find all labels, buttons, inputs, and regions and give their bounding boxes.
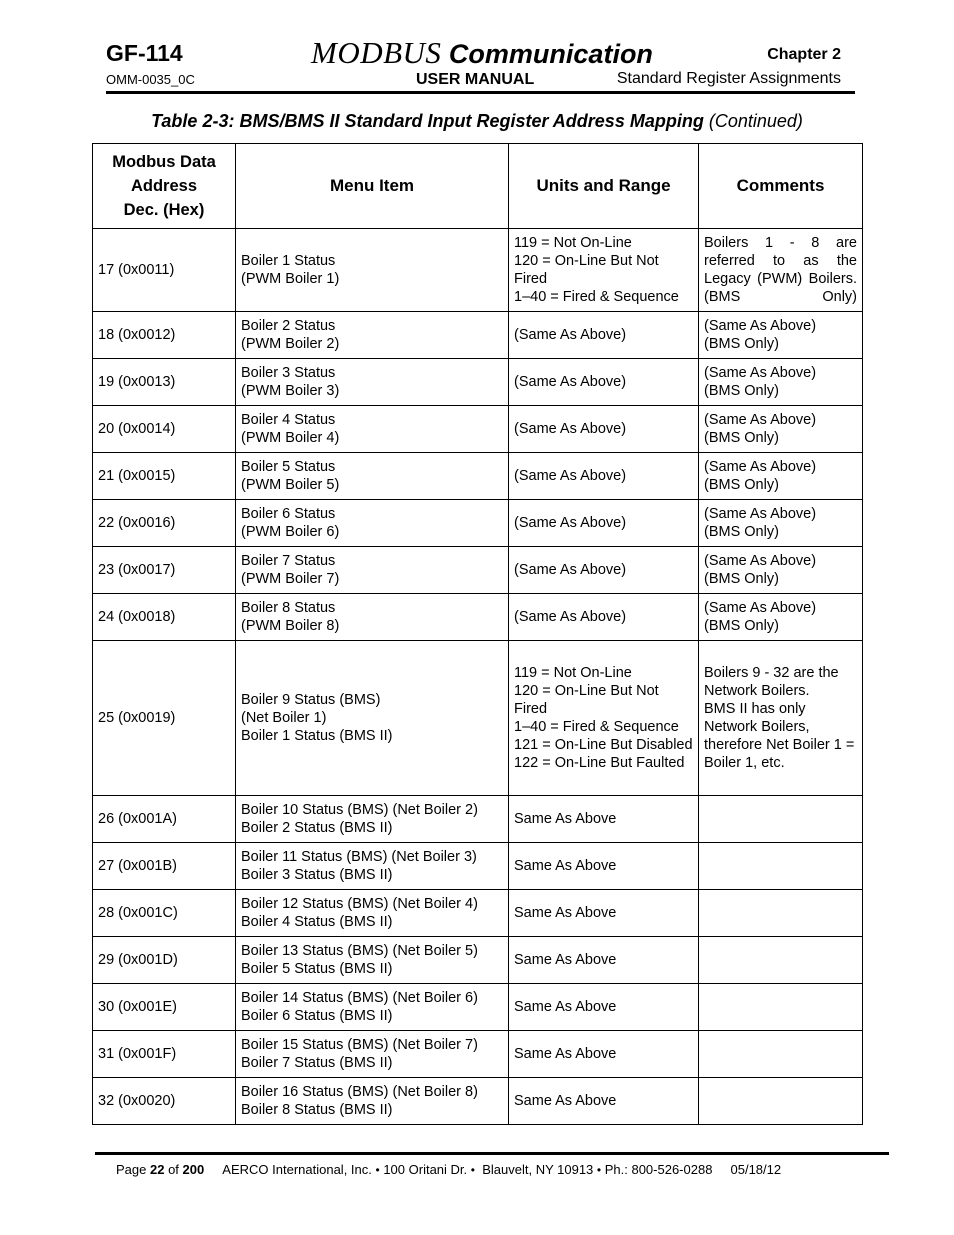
bullet-icon: • (596, 1163, 602, 1177)
units-cell: 119 = Not On-Line 120 = On-Line But Not Fired 1–40 = Fired & Sequence 121 = On-Line But Disabled 122 = On-Line But Faulted (509, 641, 699, 796)
menu-item-cell: Boiler 9 Status (BMS) (Net Boiler 1) Boiler 1 Status (BMS II) (236, 641, 509, 796)
header-units-range: Units and Range (509, 144, 699, 229)
address-cell: 31 (0x001F) (93, 1031, 236, 1078)
address-cell: 28 (0x001C) (93, 890, 236, 937)
section-label: Standard Register Assignments (616, 70, 841, 87)
address-cell: 27 (0x001B) (93, 843, 236, 890)
menu-item-cell: Boiler 11 Status (BMS) (Net Boiler 3) Boiler 3 Status (BMS II) (236, 843, 509, 890)
address-cell: 17 (0x0011) (93, 229, 236, 312)
table-row (93, 641, 863, 796)
comments-cell: (Same As Above) (BMS Only) (699, 547, 863, 594)
footer-date: 05/18/12 (730, 1162, 782, 1177)
address-cell: 25 (0x0019) (93, 641, 236, 796)
units-cell: Same As Above (509, 1078, 699, 1125)
units-cell: 119 = Not On-Line 120 = On-Line But Not Fired 1–40 = Fired & Sequence (509, 229, 699, 312)
comments-cell (699, 984, 863, 1031)
title-modbus: MODBUS (311, 35, 442, 70)
units-cell: Same As Above (509, 984, 699, 1031)
units-cell: Same As Above (509, 937, 699, 984)
table-row (93, 937, 863, 984)
units-cell: (Same As Above) (509, 594, 699, 641)
address-cell: 18 (0x0012) (93, 312, 236, 359)
address-cell: 26 (0x001A) (93, 796, 236, 843)
header-rule (106, 91, 855, 94)
address-cell: 23 (0x0017) (93, 547, 236, 594)
header-comments: Comments (699, 144, 863, 229)
menu-item-cell: Boiler 4 Status (PWM Boiler 4) (236, 406, 509, 453)
comments-cell (699, 1078, 863, 1125)
page-header (106, 30, 855, 94)
menu-item-cell: Boiler 12 Status (BMS) (Net Boiler 4) Boiler 4 Status (BMS II) (236, 890, 509, 937)
table-row (93, 547, 863, 594)
company-phone: Ph.: 800-526-0288 (604, 1162, 713, 1177)
product-code: GF-114 (106, 40, 183, 66)
table-row (93, 1078, 863, 1125)
table-row (93, 312, 863, 359)
units-cell: Same As Above (509, 796, 699, 843)
bullet-icon: • (375, 1163, 380, 1177)
comments-cell: (Same As Above) (BMS Only) (699, 453, 863, 500)
units-cell: (Same As Above) (509, 453, 699, 500)
page-total: 200 (182, 1162, 205, 1177)
address-cell: 30 (0x001E) (93, 984, 236, 1031)
document-code: OMM-0035_0C (106, 72, 195, 87)
comments-cell: Boilers 1 - 8 are referred to as the Legacy (PWM) Boilers.(BMS Only) (699, 229, 863, 312)
register-table (92, 143, 863, 1125)
chapter-label: Chapter 2 (767, 46, 841, 63)
comments-cell: (Same As Above) (BMS Only) (699, 594, 863, 641)
company-name: AERCO International, Inc. (222, 1162, 372, 1177)
company-city: Blauvelt, NY 10913 (482, 1162, 594, 1177)
comments-cell (699, 796, 863, 843)
header-menu-item: Menu Item (236, 144, 509, 229)
table-row (93, 796, 863, 843)
units-cell: Same As Above (509, 1031, 699, 1078)
units-cell: (Same As Above) (509, 312, 699, 359)
page-prefix: Page (116, 1162, 150, 1177)
table-row (93, 890, 863, 937)
units-cell: Same As Above (509, 890, 699, 937)
comments-cell: (Same As Above) (BMS Only) (699, 359, 863, 406)
footer-rule (95, 1152, 889, 1155)
address-cell: 19 (0x0013) (93, 359, 236, 406)
units-cell: Same As Above (509, 843, 699, 890)
caption-bold: Table 2-3: BMS/BMS II Standard Input Register Address Mapping (151, 111, 704, 131)
comments-cell (699, 1031, 863, 1078)
document-title (311, 35, 653, 71)
manual-label: USER MANUAL (416, 71, 535, 88)
table-row (93, 984, 863, 1031)
table-row (93, 453, 863, 500)
units-cell: (Same As Above) (509, 359, 699, 406)
comments-cell: Boilers 9 - 32 are the Network Boilers. BMS II has only Network Boilers, therefore Net Boiler 1 = Boiler 1, etc. (699, 641, 863, 796)
address-cell: 24 (0x0018) (93, 594, 236, 641)
address-cell: 21 (0x0015) (93, 453, 236, 500)
table-row (93, 359, 863, 406)
page-of: of (164, 1162, 183, 1177)
bullet-icon: • (470, 1163, 475, 1177)
table-header-row (93, 144, 863, 229)
address-cell: 22 (0x0016) (93, 500, 236, 547)
comments-cell: (Same As Above) (BMS Only) (699, 500, 863, 547)
comments-cell (699, 843, 863, 890)
table-caption (0, 111, 954, 132)
menu-item-cell: Boiler 8 Status (PWM Boiler 8) (236, 594, 509, 641)
menu-item-cell: Boiler 14 Status (BMS) (Net Boiler 6) Boiler 6 Status (BMS II) (236, 984, 509, 1031)
comments-cell: (Same As Above) (BMS Only) (699, 312, 863, 359)
units-cell: (Same As Above) (509, 500, 699, 547)
menu-item-cell: Boiler 15 Status (BMS) (Net Boiler 7) Boiler 7 Status (BMS II) (236, 1031, 509, 1078)
page-footer (116, 1162, 781, 1177)
menu-item-cell: Boiler 13 Status (BMS) (Net Boiler 5) Boiler 5 Status (BMS II) (236, 937, 509, 984)
table-row (93, 229, 863, 312)
table-row (93, 406, 863, 453)
table-row (93, 594, 863, 641)
menu-item-cell: Boiler 2 Status (PWM Boiler 2) (236, 312, 509, 359)
menu-item-cell: Boiler 1 Status (PWM Boiler 1) (236, 229, 509, 312)
address-cell: 32 (0x0020) (93, 1078, 236, 1125)
comments-cell (699, 890, 863, 937)
table-row (93, 1031, 863, 1078)
company-address: 100 Oritani Dr. (383, 1162, 468, 1177)
title-communication: Communication (441, 39, 653, 69)
address-cell: 29 (0x001D) (93, 937, 236, 984)
menu-item-cell: Boiler 5 Status (PWM Boiler 5) (236, 453, 509, 500)
menu-item-cell: Boiler 7 Status (PWM Boiler 7) (236, 547, 509, 594)
units-cell: (Same As Above) (509, 547, 699, 594)
units-cell: (Same As Above) (509, 406, 699, 453)
menu-item-cell: Boiler 3 Status (PWM Boiler 3) (236, 359, 509, 406)
table-row (93, 500, 863, 547)
address-cell: 20 (0x0014) (93, 406, 236, 453)
menu-item-cell: Boiler 16 Status (BMS) (Net Boiler 8) Boiler 8 Status (BMS II) (236, 1078, 509, 1125)
comments-cell (699, 937, 863, 984)
menu-item-cell: Boiler 10 Status (BMS) (Net Boiler 2) Boiler 2 Status (BMS II) (236, 796, 509, 843)
table-row (93, 843, 863, 890)
header-address: Modbus Data Address Dec. (Hex) (93, 144, 236, 229)
menu-item-cell: Boiler 6 Status (PWM Boiler 6) (236, 500, 509, 547)
page-number: 22 (149, 1162, 165, 1177)
caption-continued: (Continued) (703, 111, 803, 131)
comments-cell: (Same As Above) (BMS Only) (699, 406, 863, 453)
